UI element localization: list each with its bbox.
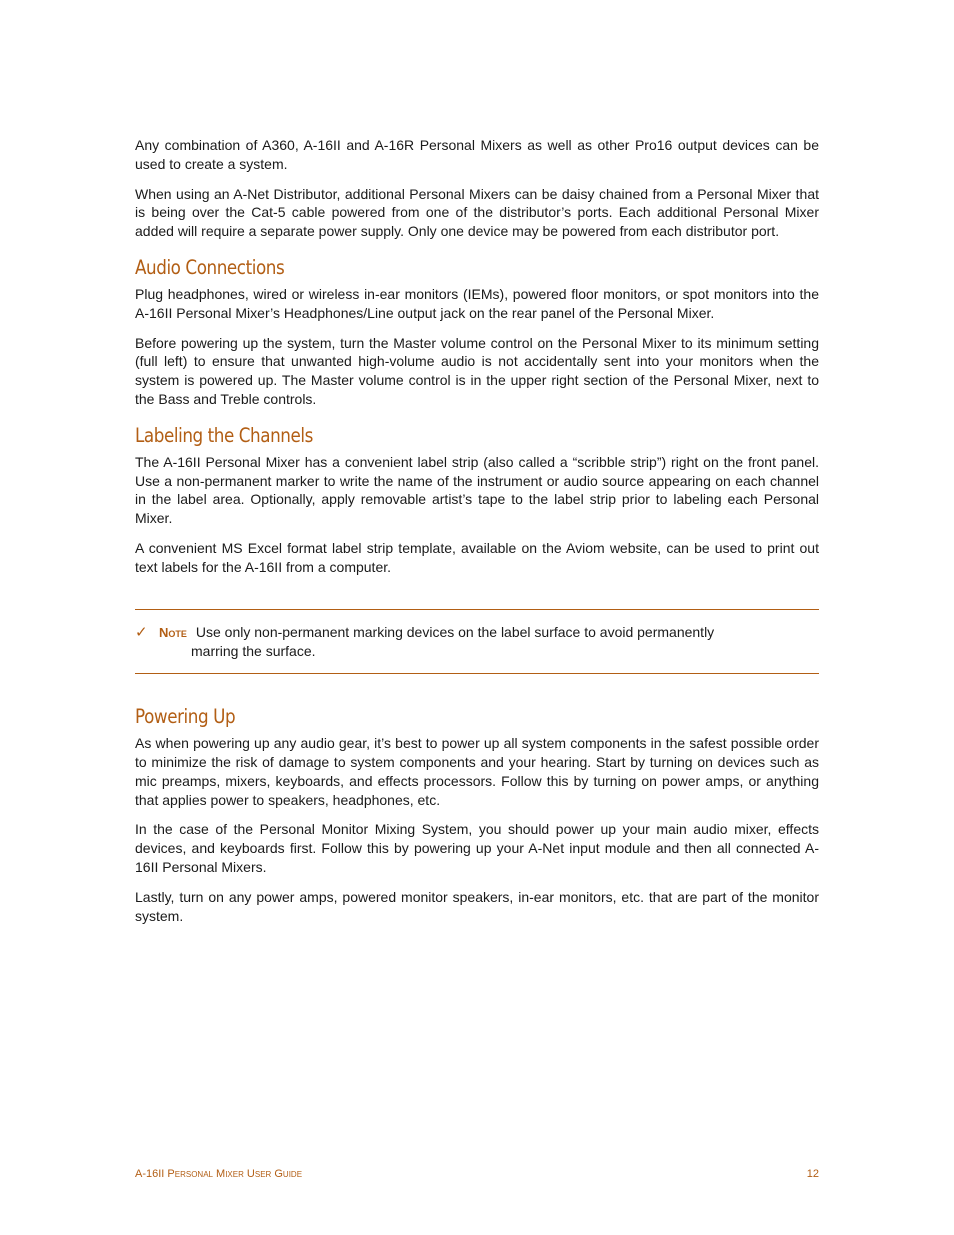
note-label: Note: [159, 624, 187, 640]
heading-powering-up: Powering Up: [135, 705, 236, 729]
page-footer: [135, 1168, 819, 1180]
powering-paragraph-3: Lastly, turn on any power amps, powered monitor speakers, in-ear monitors, etc. that are part of the monitor system.: [135, 888, 819, 924]
footer-title: A-16II Personal Mixer User Guide: [135, 1168, 303, 1180]
page-number: 12: [806, 1168, 819, 1180]
powering-paragraph-2: In the case of the Personal Monitor Mixing System, you should power up your main audio mixer, effects devices, and keyboards first. Follow this by powering up your A-Net input module and then all connected A-16II Personal Mixers.: [135, 821, 819, 875]
page-content: [135, 136, 819, 936]
note-text-line-1: Use only non-permanent marking devices on the label surface to avoid permanently: [195, 623, 715, 640]
intro-paragraph-2: When using an A-Net Distributor, additional Personal Mixers can be daisy chained from a Personal Mixer that is being over the Cat-5 cable powered from one of the distributor’s ports. Each additional Personal Mixer added will require a separate power supply. Only one device may be powered from each distributor port.: [135, 185, 819, 240]
note-first-line: [135, 623, 819, 643]
checkmark-icon: ✓: [135, 623, 148, 641]
heading-audio-connections: Audio Connections: [135, 255, 285, 279]
note-text-line-2: marring the surface.: [191, 643, 316, 660]
heading-labeling-channels: Labeling the Channels: [135, 423, 313, 447]
audio-paragraph-1: Plug headphones, wired or wireless in-ear monitors (IEMs), powered floor monitors, or spot monitors into the A-16II Personal Mixer’s Headphones/Line output jack on the rear panel of the Personal Mixer.: [135, 285, 819, 321]
powering-paragraph-1: As when powering up any audio gear, it’s best to power up all system components in the safest possible order to minimize the risk of damage to system components and your hearing. Start by turning on devices such as mic preamps, mixers, keyboards, and effects processors. Follow this by turning on power amps, or anything that applies power to speakers, headphones, etc.: [135, 735, 819, 808]
labeling-paragraph-1: The A-16II Personal Mixer has a convenient label strip (also called a “scribble strip”) right on the front panel. Use a non-permanent marker to write the name of the instrument or audio source appearing on each channel in the label area. Optionally, apply removable artist’s tape to the label strip prior to labeling each Personal Mixer.: [135, 453, 819, 527]
intro-paragraph-1: Any combination of A360, A-16II and A-16R Personal Mixers as well as other Pro16 output devices can be used to create a system.: [135, 137, 819, 172]
audio-paragraph-2: Before powering up the system, turn the Master volume control on the Personal Mixer to its minimum setting (full left) to ensure that unwanted high-volume audio is not accidentally sent into your monitors when the system is powered up. The Master volume control is in the upper right section of the Personal Mixer, next to the Bass and Treble controls.: [135, 334, 819, 407]
note-box: [135, 609, 819, 675]
labeling-paragraph-2: A convenient MS Excel format label strip template, available on the Aviom website, can be used to print out text labels for the A-16II from a computer.: [135, 539, 819, 575]
